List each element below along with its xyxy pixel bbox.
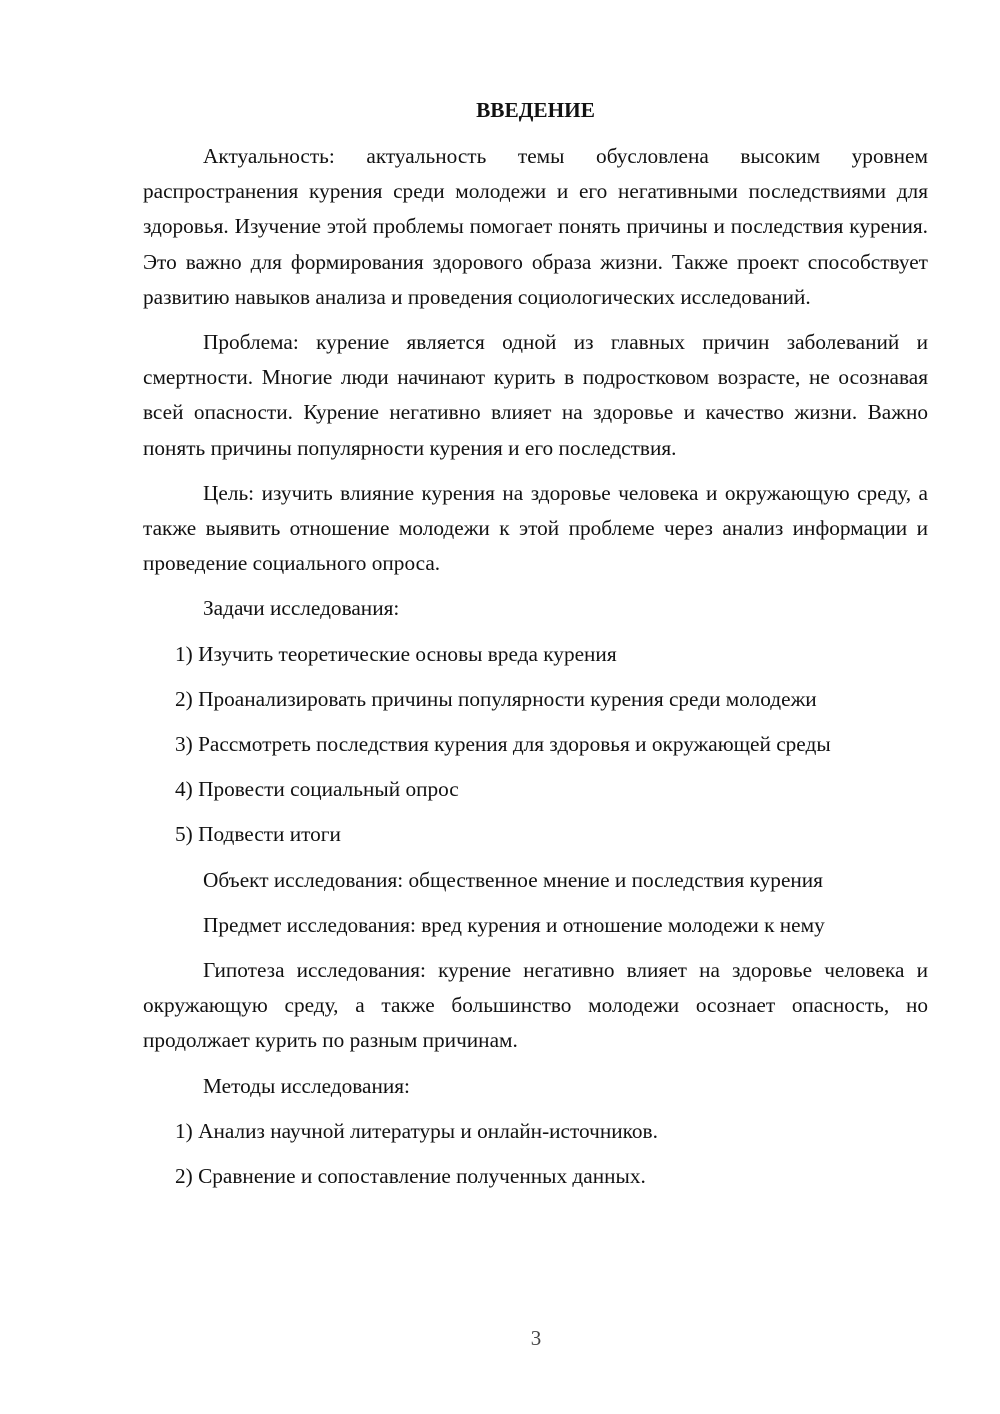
- relevance-paragraph: Актуальность: актуальность темы обусловлена высоким уровнем распространения курения среди молодежи и его негативными последствиями для здоровья. Изучение этой проблемы помогает понять причины и последствия курения. Это важно для формирования здорового образа жизни. Также проект способствует развитию навыков анализа и проведения социологических исследований.: [143, 144, 928, 309]
- task-item: 3) Рассмотреть последствия курения для здоровья и окружающей среды: [175, 732, 831, 757]
- method-item: 2) Сравнение и сопоставление полученных данных.: [175, 1164, 646, 1189]
- tasks-title: Задачи исследования:: [203, 596, 400, 621]
- hypothesis-paragraph: Гипотеза исследования: курение негативно влияет на здоровье человека и окружающую среду, а также большинство молодежи осознает опасность, но продолжает курить по разным причинам.: [143, 958, 928, 1053]
- section-heading: ВВЕДЕНИЕ: [476, 98, 595, 122]
- page-number: 3: [530, 1326, 542, 1350]
- task-item: 2) Проанализировать причины популярности курения среди молодежи: [175, 686, 817, 711]
- methods-title: Методы исследования:: [203, 1073, 410, 1098]
- method-item: 1) Анализ научной литературы и онлайн-источников.: [175, 1118, 658, 1143]
- goal-paragraph: Цель: изучить влияние курения на здоровье человека и окружающую среду, а также выявить отношение молодежи к этой проблеме через анализ информации и проведение социального опроса.: [143, 480, 928, 576]
- task-item: 1) Изучить теоретические основы вреда курения: [175, 641, 617, 666]
- subject-paragraph: Предмет исследования: вред курения и отношение молодежи к нему: [203, 912, 825, 937]
- object-paragraph: Объект исследования: общественное мнение и последствия курения: [203, 867, 823, 892]
- problem-paragraph: Проблема: курение является одной из главных причин заболеваний и смертности. Многие люди начинают курить в подростковом возрасте, не осознавая всей опасности. Курение негативно влияет на здоровье и качество жизни. Важно понять причины популярности курения и его последствия.: [143, 330, 928, 460]
- document-body: [143, 93, 928, 1204]
- task-item: 4) Провести социальный опрос: [175, 777, 459, 802]
- task-item: 5) Подвести итоги: [175, 822, 341, 847]
